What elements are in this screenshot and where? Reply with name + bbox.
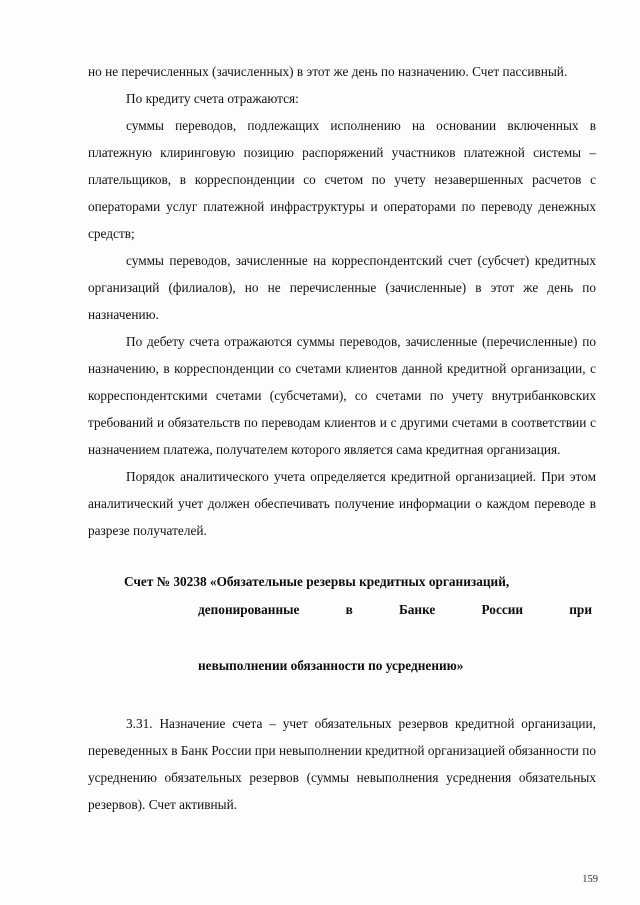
section-heading-line-2: депонированные в Банке России при: [198, 602, 592, 617]
paragraph: суммы переводов, зачисленные на корреспондентский счет (субсчет) кредитных организаций (филиалов), но не перечисленные (зачисленные) в этот же день по назначению.: [88, 253, 596, 322]
page-number: 159: [582, 874, 598, 885]
page-content: [88, 58, 596, 818]
paragraph: Порядок аналитического учета определяется кредитной организацией. При этом аналитический учет должен обеспечивать получение информации о каждом переводе в разрезе получателей.: [88, 469, 596, 538]
paragraph: По дебету счета отражаются суммы переводов, зачисленные (перечисленные) по назначению, в корреспонденции со счетами клиентов данной кредитной организации, с корреспондентскими счетами (субсчетами), со счетами по учету внутрибанковских требований и обязательств по переводам клиентов и с другими счетами в соответствии с назначением платежа, получателем которого является сама кредитная организация.: [88, 334, 596, 457]
paragraph: 3.31. Назначение счета – учет обязательных резервов кредитной организации, переведенных в Банк России при невыполнении кредитной организацией обязанности по усреднению обязательных резервов (суммы невыполнения усреднения обязательных резервов). Счет активный.: [88, 716, 596, 812]
paragraph: суммы переводов, подлежащих исполнению на основании включенных в платежную клиринговую позицию распоряжений участников платежной системы – плательщиков, в корреспонденции со счетом по учету незавершенных расчетов с операторами услуг платежной инфраструктуры и операторами по переводу денежных средств;: [88, 118, 596, 241]
section-heading: [88, 568, 596, 680]
section-heading-line-3: невыполнении обязанности по усреднению»: [198, 658, 464, 673]
paragraph: но не перечисленных (зачисленных) в этот же день по назначению. Счет пассивный.: [88, 64, 568, 79]
section-heading-line-1: Счет № 30238 «Обязательные резервы кредитных организаций,: [124, 574, 510, 589]
paragraph: По кредиту счета отражаются:: [126, 91, 299, 106]
